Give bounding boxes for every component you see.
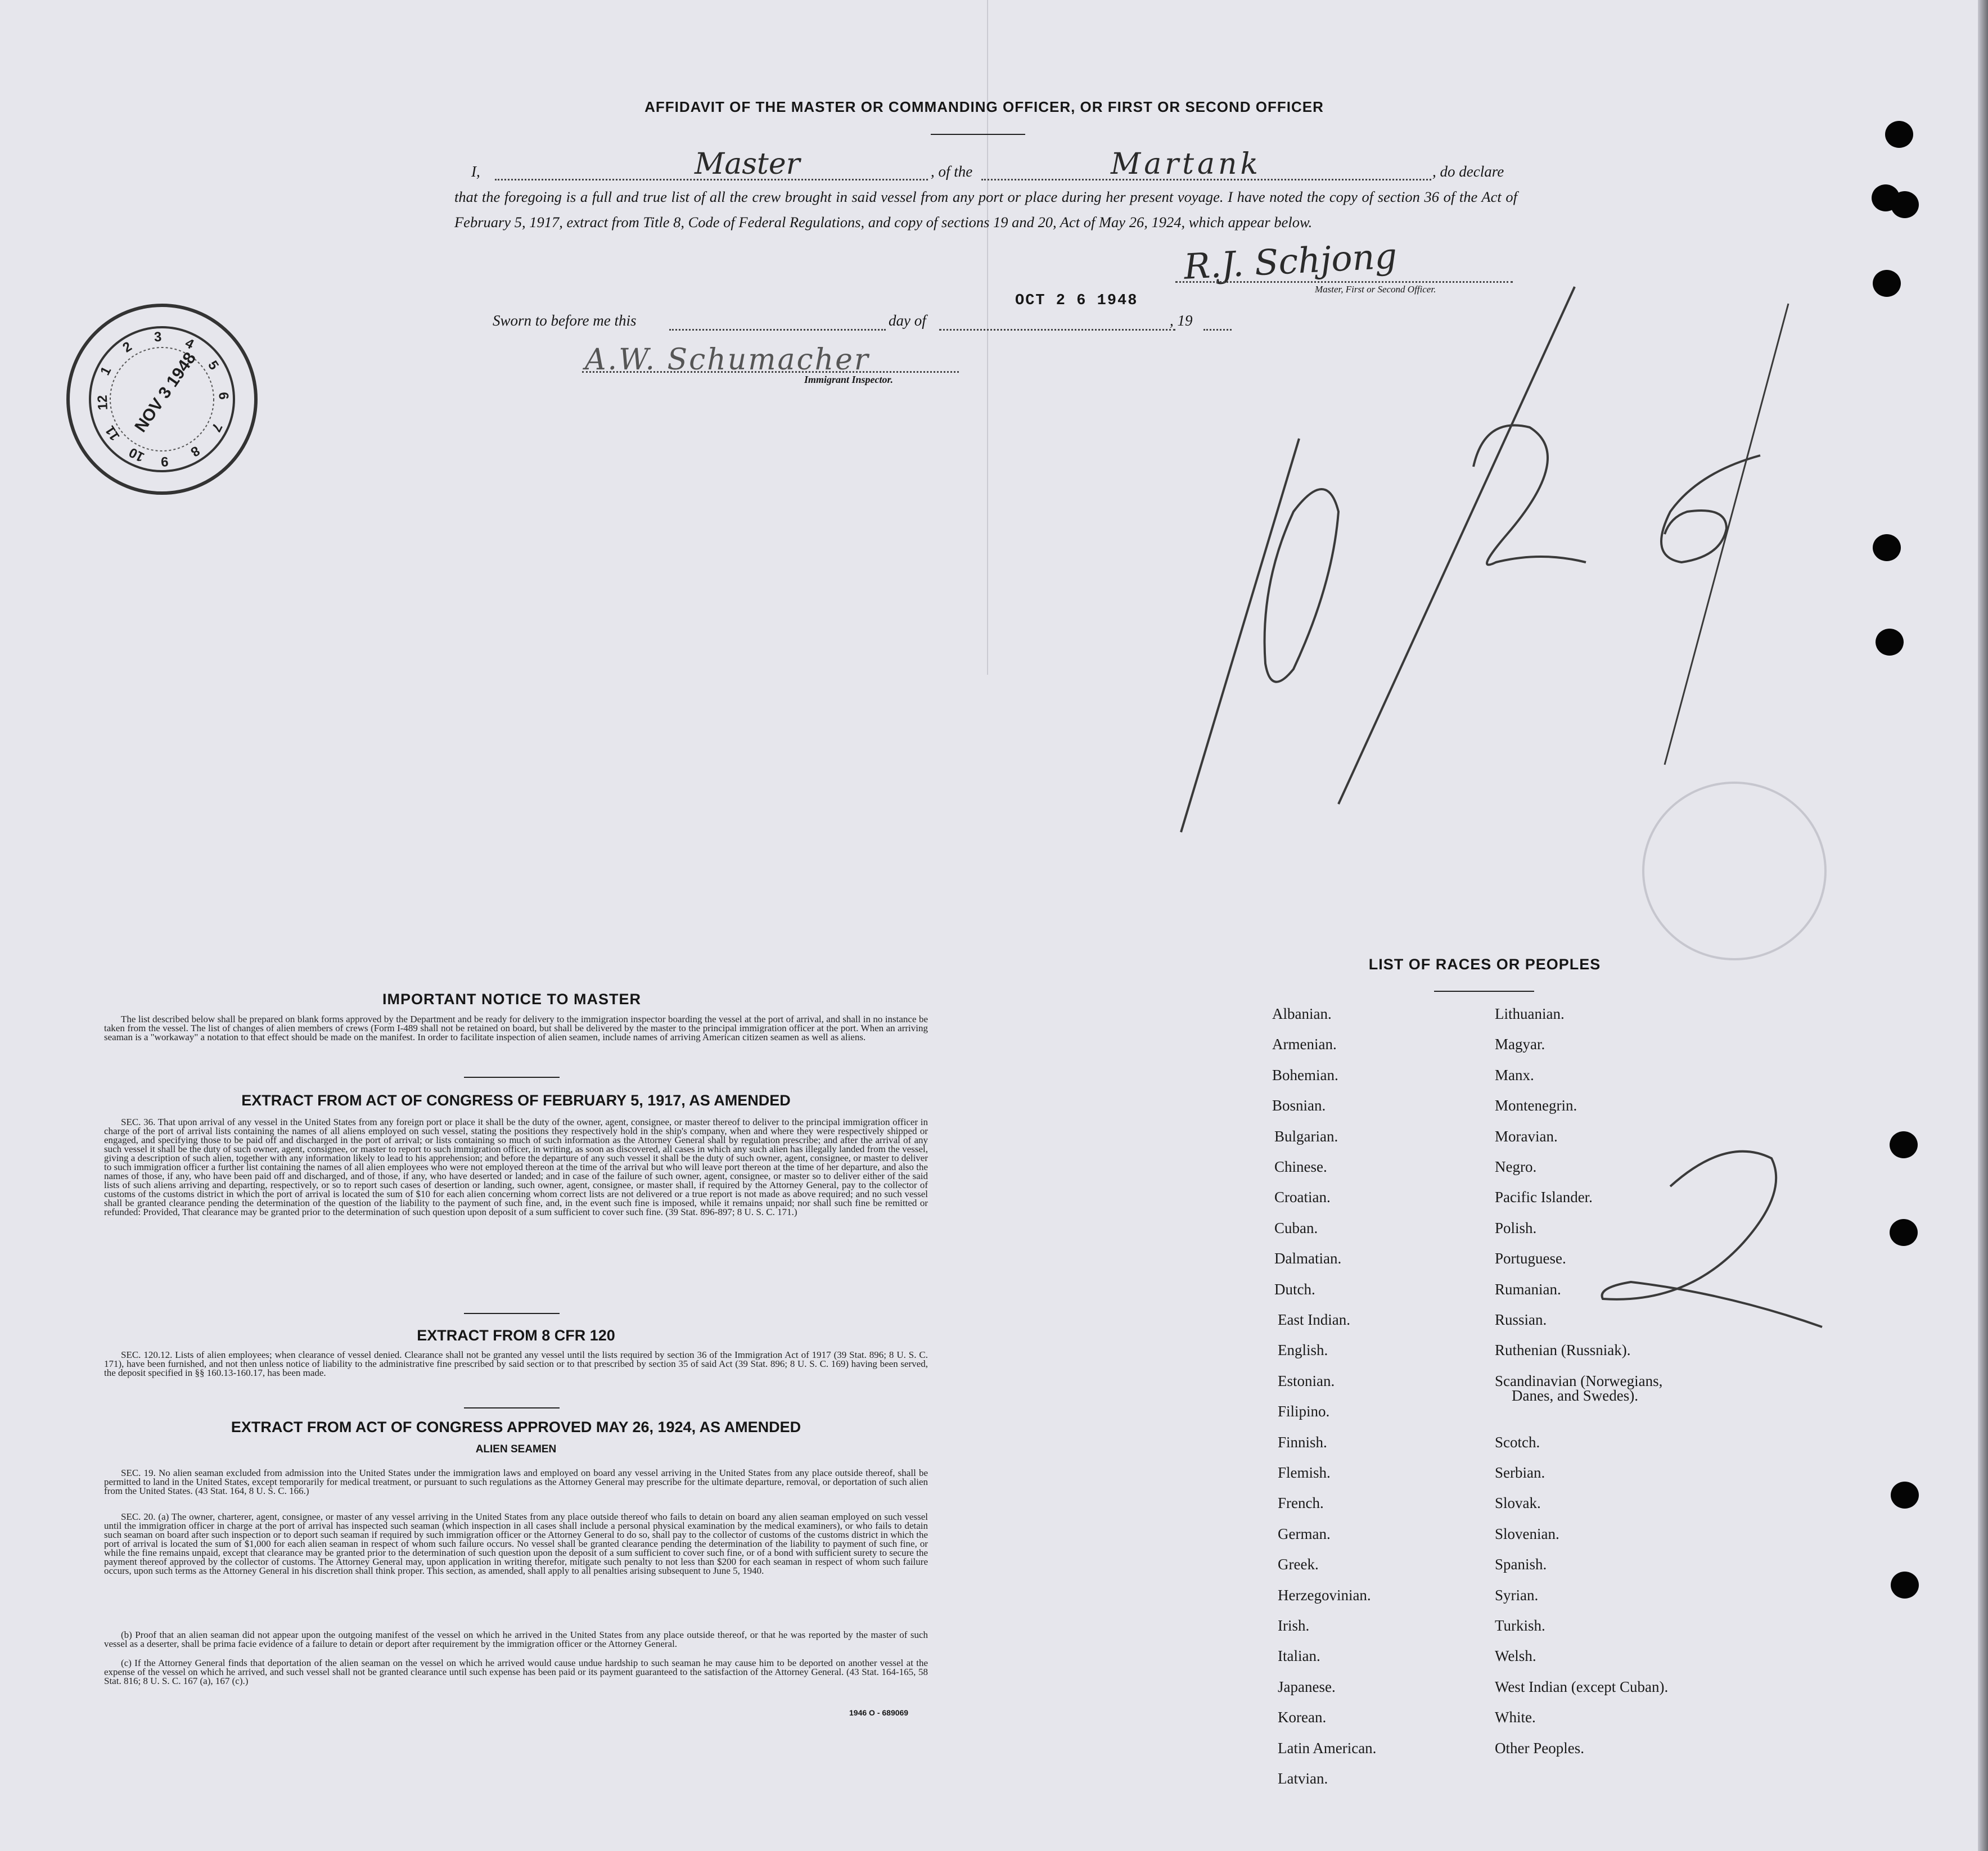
binder-hole [1891,1572,1919,1599]
binder-hole [1885,121,1913,148]
stamp-date: NOV 3 1948 [131,349,200,436]
races-title: LIST OF RACES OR PEOPLES [1368,956,1601,973]
race-item-right: Spanish. [1495,1556,1547,1573]
race-item-right: Ruthenian (Russniak). [1495,1342,1631,1359]
race-item-right: Scotch. [1495,1433,1540,1451]
affidavit-title: AFFIDAVIT OF THE MASTER OR COMMANDING OFFICER, OR FIRST OR SECOND OFFICER [644,98,1324,115]
race-item-left: Latvian. [1278,1770,1328,1787]
extract8cfr-title: EXTRACT FROM 8 CFR 120 [417,1327,615,1344]
extract1917-title: EXTRACT FROM ACT OF CONGRESS OF FEBRUARY 5, 1917, AS AMENDED [241,1092,791,1109]
stamp-number: 8 [187,443,202,460]
race-item-right: Rumanian. [1495,1280,1561,1298]
race-item-right: Serbian. [1495,1464,1545,1481]
stamp-number: 6 [215,391,231,400]
race-item-right: West Indian (except Cuban). [1495,1678,1669,1695]
stamp-number: 9 [160,453,169,469]
sworn-day-label: day of [889,312,926,329]
stamp-number: 3 [154,329,163,345]
race-item-left: Bosnian. [1272,1097,1326,1114]
stamp-number: 2 [120,338,135,356]
faint-seal [1642,782,1827,960]
extract1924-title: EXTRACT FROM ACT OF CONGRESS APPROVED MAY 26, 1924, AS AMENDED [231,1419,801,1435]
inspector-signature: A.W. Schumacher [585,343,870,377]
officer-handwritten: Master [695,147,800,181]
race-item-right: Russian. [1495,1311,1547,1328]
notice-rule [464,1077,560,1078]
race-item-right: Slovak. [1495,1495,1541,1512]
signature-caption: Master, First or Second Officer. [1315,284,1436,295]
race-item-right: Syrian. [1495,1586,1539,1604]
race-item-left: East Indian. [1278,1311,1350,1328]
race-item-left: Chinese. [1274,1158,1327,1175]
race-item-right: Negro. [1495,1158,1537,1175]
binder-hole [1876,629,1904,656]
race-item-left: Dalmatian. [1274,1250,1342,1267]
binder-hole [1873,270,1901,297]
affidavit-do-declare: , do declare [1432,163,1504,180]
binder-hole [1891,1482,1919,1509]
extract1917-body: SEC. 36. That upon arrival of any vessel in the United States from any foreign port or place it shall be the duty of the owner, agent, consignee, or master thereof to deliver to the principal immigration officer in charge of the port of arrival lists containing the names of all aliens employed on such vessel, stating the positions they respectively hold in the ship's company, when and where they were respectively shipped or engaged, and specifying those to be paid off and discharged in the port of arrival; or lists containing so much of such information as the Attorney General shall by regulation prescribe; and after the arrival of any such vessel it shall be the duty of such owner, agent, consignee, or master to report to such immigration officer, in writing, as soon as discovered, all cases in which any such alien has illegally landed from the vessel, giving a description of such alien, together with any information likely to lead to his apprehension; and before the departure of any such vessel it shall be the duty of such owner, agent, consignee, or master to deliver to such immigration officer a further list containing the names of all alien employees who were not employed thereon at the time of the arrival but who will leave port thereon at the time of her departure, and also the names of those, if any, who have been paid off and discharged, and of those, if any, who have deserted or landed; and in case of the failure of such owner, agent, consignee, or master so to deliver either of the said lists of such aliens arriving and departing, respectively, or so to report such cases of desertion or landing, such owner, agent, consignee, or master shall, if required by the Attorney General, pay to the collector of customs of the customs district in which the port of arrival is located the sum of $10 for each alien concerning whom correct lists are not delivered or a true report is not made as above required; and no such vessel shall be granted clearance pending the determination of the question of the liability to the payment of such fine, and, in the event such fine is imposed, while it remains unpaid; nor shall such fine be remitted or refunded: Provided, That clearance may be granted prior to the determination of such question upon deposit of a sum sufficient to cover such fine. (39 Stat. 896-897; 8 U. S. C. 171.) [104,1117,928,1217]
race-item-left: Flemish. [1278,1464,1331,1481]
race-item-right: Slovenian. [1495,1525,1559,1542]
race-item-left: Italian. [1278,1647,1320,1665]
race-item-left: Latin American. [1278,1739,1377,1757]
race-item-left: Estonian. [1278,1372,1335,1389]
race-item-left: Herzegovinian. [1278,1586,1371,1604]
extract1924-sec20a: SEC. 20. (a) The owner, charterer, agent, consignee, or master of any vessel arriving in the United States from any place outside thereof who fails to detain on board any alien seaman employed on such vessel until the immigration officer in charge at the port of arrival has inspected such seaman (which inspection in all cases shall include a personal physical examination by the medical examiners), or who fails to detain such seaman on board after such inspection or to deport such seaman if required by such immigration officer or the Attorney General to do so, shall pay to the collector of customs of the customs district in which the port of arrival is located the sum of $1,000 for each alien seaman in respect of whom such failure occurs. No vessel shall be granted clearance pending the determination of the liability to payment of such fine, or while the fine remains unpaid, except that clearance may be granted prior to the determination of such question upon the deposit of a sum sufficient to cover such fine, or of a bond with sufficient surety to secure the payment thereof approved by the collector of customs. The Attorney General may, upon application in writing therefor, mitigate such penalty to not less than $200 for each seaman in respect of whom such failure occurs, upon such terms as the Attorney General in his discretion shall think proper. This section, as amended, shall apply to all penalties arising subsequent to June 5, 1940. [104,1511,928,1576]
race-item-right: Polish. [1495,1219,1537,1236]
race-item-left: Filipino. [1278,1403,1330,1420]
stamp-number: 7 [208,421,226,435]
race-item-right: Manx. [1495,1066,1534,1083]
date-stamp: OCT 2 6 1948 [1015,292,1138,309]
stamp-number: 11 [102,423,123,444]
race-item-right: Danes, and Swedes). [1512,1387,1638,1404]
binder-hole [1873,534,1901,561]
race-item-left: Finnish. [1278,1433,1327,1451]
race-item-right: Welsh. [1495,1647,1536,1665]
page-edge-shadow [1978,0,1988,1851]
stamp-number: 12 [94,394,111,410]
race-item-right: Magyar. [1495,1036,1545,1053]
extract1917-rule [464,1313,560,1314]
binder-hole [1891,191,1919,218]
race-item-left: German. [1278,1525,1331,1542]
binder-hole [1890,1219,1918,1246]
race-item-right: Montenegrin. [1495,1097,1577,1114]
race-item-right: Other Peoples. [1495,1739,1584,1757]
race-item-right: Pacific Islander. [1495,1189,1593,1206]
extract1924-sec20b: (b) Proof that an alien seaman did not appear upon the outgoing manifest of the vessel on which he arrived in the United States from any place outside thereof, or that he was reported by the master of such vessel as a deserter, shall be prima facie evidence of a failure to detain or deport after requirement by the immigration officer or the Attorney General. [104,1629,928,1649]
extract8cfr-rule [464,1407,560,1408]
race-item-left: Bohemian. [1272,1066,1338,1083]
race-item-right: White. [1495,1709,1536,1726]
handwritten-date-marks [1114,270,1856,855]
sworn-year: , 19 [1170,312,1193,329]
vessel-handwritten: Martank [1111,147,1262,181]
extract1924-subtitle: ALIEN SEAMEN [475,1443,557,1455]
print-code: 1946 O - 689069 [849,1708,909,1717]
race-item-right: Scandinavian (Norwegians, [1495,1372,1663,1389]
race-item-left: Albanian. [1272,1005,1332,1022]
race-item-left: French. [1278,1495,1324,1512]
race-item-right: Turkish. [1495,1617,1545,1634]
race-item-left: Korean. [1278,1709,1327,1726]
stamp-number: 1 [97,364,115,378]
race-item-left: Irish. [1278,1617,1310,1634]
notice-body: The list described below shall be prepared on blank forms approved by the Department and be ready for delivery to the immigration inspector boarding the vessel at the port of arrival, and shall in no instance be taken from the vessel. The list of changes of alien members of crews (Form I-489 shall not be retained on board, but shall be delivered by the master to the principal immigration officer at the port. When an arriving seaman is a "workaway" a notation to that effect should be made on the manifest. In order to facilitate inspection of alien seamen, include names of arriving American citizen seamen as well as aliens. [104,1014,928,1042]
inspector-line [582,371,959,373]
race-item-right: Portuguese. [1495,1250,1566,1267]
officer-signature: R.J. Schjong [1183,235,1398,287]
extract1924-sec20c: (c) If the Attorney General finds that deportation of the alien seaman on the vessel on which he arrived would cause undue hardship to such seaman he may cause him to be deported on another vessel at the expense of the vessel on which he arrived, and such vessel shall not be granted clearance until such expense has been paid or its payment guaranteed to the satisfaction of the Attorney General. (43 Stat. 164-165, 58 Stat. 816; 8 U. S. C. 167 (a), 167 (c).) [104,1658,928,1686]
race-item-left: Croatian. [1274,1189,1331,1206]
notice-title: IMPORTANT NOTICE TO MASTER [382,991,641,1008]
race-item-right: Lithuanian. [1495,1005,1565,1022]
race-item-left: Cuban. [1274,1219,1318,1236]
stamp-number: 5 [205,358,222,373]
sworn-prefix: Sworn to before me this [493,312,637,329]
sworn-day-line [669,329,886,331]
binder-hole [1890,1131,1918,1158]
race-item-left: Greek. [1278,1556,1319,1573]
race-item-left: English. [1278,1342,1328,1359]
race-item-left: Bulgarian. [1274,1127,1338,1145]
inspector-caption: Immigrant Inspector. [804,374,894,385]
immigration-stamp [66,304,258,495]
race-item-left: Japanese. [1278,1678,1336,1695]
stamp-number: 10 [127,444,147,465]
extract1924-sec19: SEC. 19. No alien seaman excluded from admission into the United States under the immigration laws and employed on board any vessel arriving in the United States from any place outside thereof, shall be permitted to land in the United States, except temporarily for medical treatment, or pursuant to such regulations as the Attorney General may prescribe for the ultimate departure, removal, or deportation of such alien from the United States. (43 Stat. 164, 8 U. S. C. 166.) [104,1468,928,1496]
race-item-left: Dutch. [1274,1280,1315,1298]
declaration-text: that the foregoing is a full and true list of all the crew brought in said vessel from any port or place during her present voyage. I have noted the copy of section 36 of the Act of February 5, 1917, extract from Title 8, Code of Federal Regulations, and copy of sections 19 and 20, Act of May 26, 1924, which appear below. [454,188,1517,231]
title-rule [931,134,1025,135]
big-date-text [1125,416,1293,417]
stamp-number: 4 [182,335,196,353]
extract8cfr-body: SEC. 120.12. Lists of alien employees; when clearance of vessel denied. Clearance shall not be granted any vessel until the lists required by section 36 of the Immigration Act of 1917 (39 Stat. 896; 8 U. S. C. 171), have been furnished, and not then unless notice of liability to the administrative fine prescribed by said section or to that prescribed by section 35 of said Act (39 Stat. 896; 8 U. S. C. 169) having been served, the deposit specified in §§ 160.13-160.17, has been made. [104,1349,928,1378]
race-item-right: Moravian. [1495,1127,1558,1145]
races-rule [1434,991,1534,992]
affidavit-of-the: , of the [931,163,973,180]
race-item-left: Armenian. [1272,1036,1337,1053]
handwritten-count-mark [1586,1125,1833,1361]
affidavit-i: I, [471,163,480,180]
